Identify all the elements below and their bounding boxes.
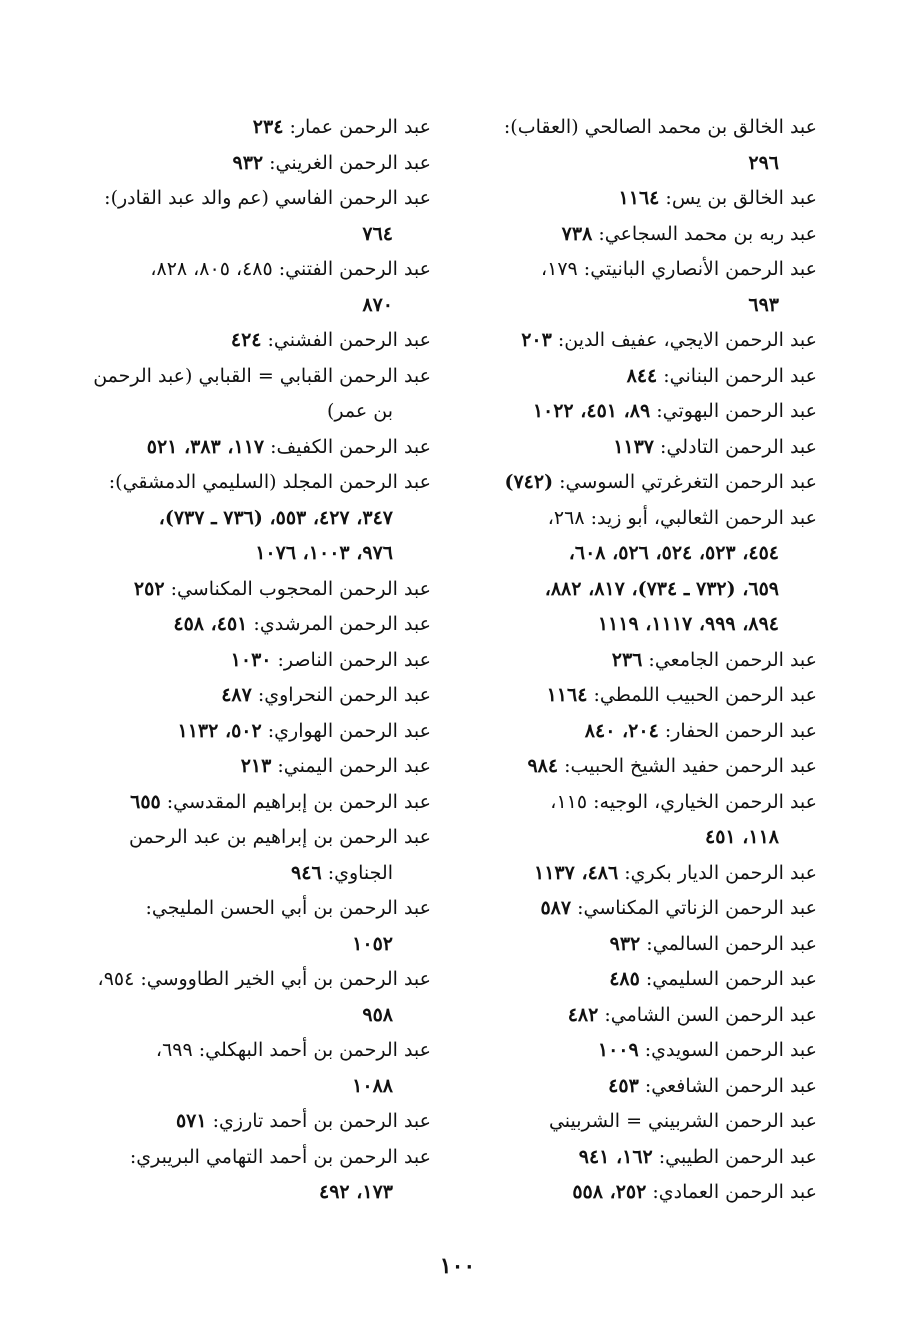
index-entry-heading: عبد الرحمن الأنصاري البانيتي: ١٧٩،: [540, 258, 817, 280]
index-entry: [76, 785, 431, 821]
index-entry-pages: ٤٨٢: [567, 1003, 599, 1026]
index-entry-continuation: ٨٩٤، ٩٩٩، ١١١٧، ١١١٩: [597, 613, 779, 635]
index-entry-heading: عبد الرحمن الفتني: ٤٨٥، ٨٠٥، ٨٢٨،: [150, 258, 431, 280]
index-entry-continuation: ٣٤٧، ٤٢٧، ٥٥٣، (٧٣٦ ـ ٧٣٧)،: [158, 506, 393, 529]
index-entry-continuation: ١٠٨٨: [352, 1074, 393, 1097]
index-entry: [76, 146, 431, 182]
index-entry: [76, 891, 431, 962]
index-entry: [462, 891, 817, 927]
index-entry-heading: عبد الرحمن الايجي، عفيف الدين:: [551, 329, 817, 351]
index-entry: [462, 998, 817, 1034]
page-number: ١٠٠: [439, 1253, 476, 1279]
index-entry: [76, 820, 431, 891]
index-entry-heading: عبد الرحمن المرشدي:: [247, 613, 431, 635]
index-entry: [76, 465, 431, 572]
index-entry: [462, 962, 817, 998]
index-entry-heading: عبد الرحمن عمار:: [283, 116, 431, 138]
index-entry-pages: ٢٣٤: [252, 116, 284, 138]
index-entry-continuation: ٦٥٩، (٧٣٢ ـ ٧٣٤)، ٨١٧، ٨٨٢،: [544, 577, 779, 600]
index-column-right: [462, 110, 817, 1211]
index-entry: [462, 181, 817, 217]
index-entry-pages: ٢٥٢: [133, 577, 165, 600]
index-entry-heading: عبد الرحمن الثعالبي، أبو زيد: ٢٦٨،: [547, 506, 817, 529]
index-entry-heading: عبد الخالق بن محمد الصالحي (العقاب):: [503, 116, 817, 138]
index-entry-heading: عبد الرحمن الفشني:: [261, 329, 431, 351]
index-entry-heading: عبد الرحمن بن إبراهيم المقدسي:: [160, 790, 431, 813]
index-entry: [76, 607, 431, 643]
index-entry-heading: عبد الخالق بن يس:: [659, 187, 817, 209]
index-entry-pages: ٤٨٧: [221, 684, 252, 706]
index-entry-heading: عبد الرحمن الشربيني = الشربيني: [548, 1110, 817, 1132]
index-entry-heading: عبد الرحمن الجامعي:: [642, 648, 817, 671]
index-entry: [462, 1175, 817, 1211]
index-entry-pages: ٤٥٣: [608, 1074, 639, 1097]
index-entry-heading: عبد الرحمن الحبيب اللمطي:: [587, 684, 817, 706]
index-entry-pages: ٢٠٣: [521, 329, 552, 351]
index-column-left: [76, 110, 431, 1211]
index-entry-heading: عبد الرحمن بن أحمد التهامي البريبري:: [129, 1145, 431, 1168]
index-entry-heading: عبد الرحمن الطيبي:: [652, 1145, 817, 1168]
index-entry-heading: عبد ربه بن محمد السجاعي:: [592, 222, 817, 245]
index-entry: [76, 749, 431, 785]
index-entry-heading: عبد الرحمن حفيد الشيخ الحبيب:: [558, 755, 817, 777]
index-entry-pages: ٤٥١، ٤٥٨: [173, 613, 248, 635]
index-entry-heading: عبد الرحمن الخياري، الوجيه: ١١٥،: [550, 790, 817, 813]
index-entry: [76, 323, 431, 359]
index-entry: [76, 643, 431, 679]
index-entry: [462, 856, 817, 892]
index-entry: [462, 359, 817, 395]
index-entry-continuation: ٢٩٦: [748, 151, 779, 174]
index-entry-pages: ٥٠٢، ١١٣٢: [177, 719, 262, 742]
index-entry-heading: عبد الرحمن السالمي:: [640, 932, 817, 955]
index-entry-heading: عبد الرحمن الديار بكري:: [618, 861, 817, 884]
index-entry: [76, 252, 431, 323]
index-entry-heading: عبد الرحمن بن أحمد تارزي:: [206, 1110, 431, 1132]
index-entry-pages: ١٠٠٩: [597, 1039, 639, 1061]
index-entry-continuation: ٦٩٣: [748, 293, 779, 316]
index-entry-heading: عبد الرحمن بن أبي الحسن المليجي:: [145, 897, 431, 919]
index-entry-heading: عبد الرحمن السليمي:: [639, 968, 817, 990]
index-entry-heading: عبد الرحمن بن إبراهيم بن عبد الرحمن: [128, 826, 431, 848]
index-entry: [462, 643, 817, 679]
index-entry-continuation: ٩٥٨: [362, 1003, 393, 1026]
index-entry-heading: عبد الرحمن التادلي:: [654, 435, 817, 458]
index-entry-heading: عبد الرحمن اليمني:: [271, 755, 431, 777]
index-entry-heading: عبد الرحمن بن أبي الخير الطاووسي: ٩٥٤،: [97, 968, 431, 990]
index-entry: [462, 927, 817, 963]
index-entry-pages: ٢١٣: [240, 755, 272, 777]
index-entry: [462, 714, 817, 750]
index-entry: [462, 749, 817, 785]
index-entry-pages: ١١٦٤: [546, 684, 588, 706]
index-entry-heading: عبد الرحمن المحجوب المكناسي:: [164, 577, 431, 600]
index-entry-pages: (٧٤٢): [504, 471, 554, 493]
index-entry: [76, 430, 431, 466]
index-entry-pages: ٤٢٤: [230, 329, 262, 351]
index-entry: [76, 110, 431, 146]
index-entry-continuation: ١٧٣، ٤٩٢: [319, 1181, 393, 1203]
index-entry-heading: عبد الرحمن الحفار:: [658, 719, 817, 742]
index-entry-pages: ٥٧١: [175, 1110, 207, 1132]
index-entry-heading-continued: الجناوي:: [321, 861, 393, 884]
index-entry-pages: ٤٨٥: [609, 968, 640, 990]
index-entry: [76, 714, 431, 750]
index-entry-heading: عبد الرحمن الكفيف:: [264, 435, 431, 458]
index-entry-continuation: ١٠٥٢: [352, 932, 393, 955]
index-entry-heading: عبد الرحمن الشافعي:: [638, 1074, 817, 1097]
index-entry-heading: عبد الرحمن الفاسي (عم والد عبد القادر):: [104, 187, 431, 209]
index-entry: [76, 962, 431, 1033]
index-entry: [462, 110, 817, 181]
index-entry-continuation: ٩٧٦، ١٠٠٣، ١٠٧٦: [255, 542, 393, 564]
index-entry-heading: عبد الرحمن البناني:: [657, 364, 817, 387]
index-entry-pages: ٧٣٨: [561, 222, 593, 245]
index-entry: [462, 465, 817, 501]
index-entry-continuation: [76, 856, 431, 892]
index-entry: [462, 785, 817, 856]
index-entry-heading: عبد الرحمن الغريني:: [263, 151, 431, 174]
index-entry-heading: عبد الرحمن السويدي:: [638, 1039, 817, 1061]
index-entry: [462, 430, 817, 466]
index-entry: [462, 1140, 817, 1176]
index-entry-pages: ٩٣٢: [609, 932, 641, 955]
index-entry-pages: ٦٥٥: [130, 790, 161, 813]
index-entry-pages: ١١٣٧: [613, 435, 655, 458]
index-entry-continuation: بن عمر): [326, 400, 393, 422]
index-entry-pages: ٢٠٤، ٨٤٠: [584, 719, 659, 742]
index-entry-pages: ٩٨٤: [527, 755, 559, 777]
index-entry-heading: عبد الرحمن الهواري:: [261, 719, 431, 742]
index-entry-heading: عبد الرحمن الزناتي المكناسي:: [571, 897, 817, 919]
index-entry: [76, 1104, 431, 1140]
index-entry-pages: ١١٦٤: [618, 187, 660, 209]
index-entry-heading: عبد الرحمن الناصر:: [271, 648, 431, 671]
index-entry-heading: عبد الرحمن البهوتي:: [650, 400, 817, 422]
index-entry: [462, 252, 817, 323]
index-entry-pages: ٩٣٢: [232, 151, 264, 174]
index-entry: [76, 572, 431, 608]
index-entry: [462, 1069, 817, 1105]
index-entry-continuation: ٧٦٤: [362, 222, 393, 245]
index-entry-heading: عبد الرحمن السن الشامي:: [598, 1003, 817, 1026]
index-entry: [76, 359, 431, 430]
index-entry: [76, 1033, 431, 1104]
index-entry: [462, 217, 817, 253]
index-entry-heading: عبد الرحمن التغرغرتي السوسي:: [553, 471, 817, 493]
index-entry-pages: ١١٧، ٣٨٣، ٥٢١: [146, 435, 265, 458]
index-entry-continuation: ١١٨، ٤٥١: [705, 826, 779, 848]
index-entry-pages: ٤٨٦، ١١٣٧: [534, 861, 619, 884]
index-entry-pages: ٥٨٧: [540, 897, 572, 919]
index-entry: [76, 1140, 431, 1211]
index-entry-continuation: ٨٧٠: [362, 293, 393, 316]
index-entry: [462, 501, 817, 643]
index-entry-heading: عبد الرحمن القبابي = القبابي (عبد الرحمن: [93, 364, 431, 387]
index-entry-heading: عبد الرحمن النحراوي:: [251, 684, 431, 706]
index-entry-pages: ٢٣٦: [611, 648, 643, 671]
index-entry-pages: ٨٩، ٤٥١، ١٠٢٢: [532, 400, 651, 422]
index-entry: [76, 678, 431, 714]
index-entry-continuation: ٤٥٤، ٥٢٣، ٥٢٤، ٥٢٦، ٦٠٨،: [568, 542, 779, 564]
index-entry-pages: ٢٥٢، ٥٥٨: [572, 1181, 647, 1203]
index-entry-pages: ١٠٣٠: [230, 648, 272, 671]
index-entry-pages: ١٦٢، ٩٤١: [578, 1145, 653, 1168]
index-entry-pages: ٨٤٤: [626, 364, 658, 387]
index-entry: [76, 181, 431, 252]
index-entry: [462, 1104, 817, 1140]
index-entry: [462, 678, 817, 714]
index-entry: [462, 1033, 817, 1069]
index-entry: [462, 394, 817, 430]
index-entry-heading: عبد الرحمن بن أحمد البهكلي: ٦٩٩،: [155, 1039, 431, 1061]
index-entry-pages: ٩٤٦: [291, 861, 322, 884]
index-entry-heading: عبد الرحمن المجلد (السليمي الدمشقي):: [108, 471, 431, 493]
index-entry: [462, 323, 817, 359]
index-entry-heading: عبد الرحمن العمادي:: [646, 1181, 817, 1203]
